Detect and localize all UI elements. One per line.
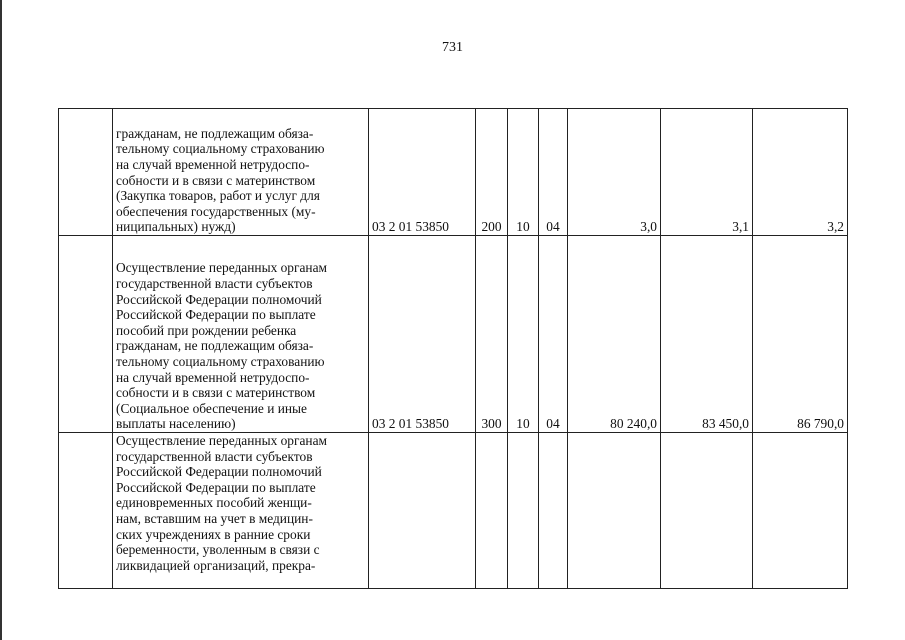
amount-year3-cell: [753, 433, 848, 589]
row-number-cell: [59, 236, 113, 433]
vr-cell: 300: [476, 236, 508, 433]
pr-cell: [539, 433, 568, 589]
description-cell: Осуществление переданных органам государственной власти субъектов Российской Федерации полномочий Российской Федерации по выплате пособий при рождении ребенка гражданам, не подлежащим обяза- тельному социальному страхованию на случай временной нетрудоспо- собности и в связи с материнством (Социальное обеспечение и иные выплаты населению): [113, 236, 369, 433]
row-number-cell: [59, 109, 113, 236]
table-row: [59, 236, 848, 433]
amount-year3-cell: 86 790,0: [753, 236, 848, 433]
csr-cell: 03 2 01 53850: [369, 109, 476, 236]
table-row: [59, 109, 848, 236]
vr-cell: [476, 433, 508, 589]
csr-cell: 03 2 01 53850: [369, 236, 476, 433]
description-cell: гражданам, не подлежащим обяза- тельному социальному страхованию на случай временной нетрудоспо- собности и в связи с материнством (Закупка товаров, работ и услуг для обеспечения государственных (му- ниципальных) нужд): [113, 109, 369, 236]
amount-year2-cell: 3,1: [661, 109, 753, 236]
amount-year3-cell: 3,2: [753, 109, 848, 236]
page-left-edge: [0, 0, 2, 640]
rz-cell: [508, 433, 539, 589]
table-row: [59, 433, 848, 589]
amount-year1-cell: 80 240,0: [568, 236, 661, 433]
rz-cell: 10: [508, 109, 539, 236]
amount-year1-cell: [568, 433, 661, 589]
page-number: 731: [442, 40, 463, 55]
pr-cell: 04: [539, 109, 568, 236]
description-cell: Осуществление переданных органам государственной власти субъектов Российской Федерации полномочий Российской Федерации по выплате единовременных пособий женщи- нам, вставшим на учет в медицин- ских учреждениях в ранние сроки беременности, уволенным в связи с ликвидацией организаций, прекра-: [113, 433, 369, 589]
row-number-cell: [59, 433, 113, 589]
amount-year2-cell: [661, 433, 753, 589]
budget-table: [58, 108, 848, 589]
amount-year2-cell: 83 450,0: [661, 236, 753, 433]
amount-year1-cell: 3,0: [568, 109, 661, 236]
rz-cell: 10: [508, 236, 539, 433]
pr-cell: 04: [539, 236, 568, 433]
vr-cell: 200: [476, 109, 508, 236]
csr-cell: [369, 433, 476, 589]
